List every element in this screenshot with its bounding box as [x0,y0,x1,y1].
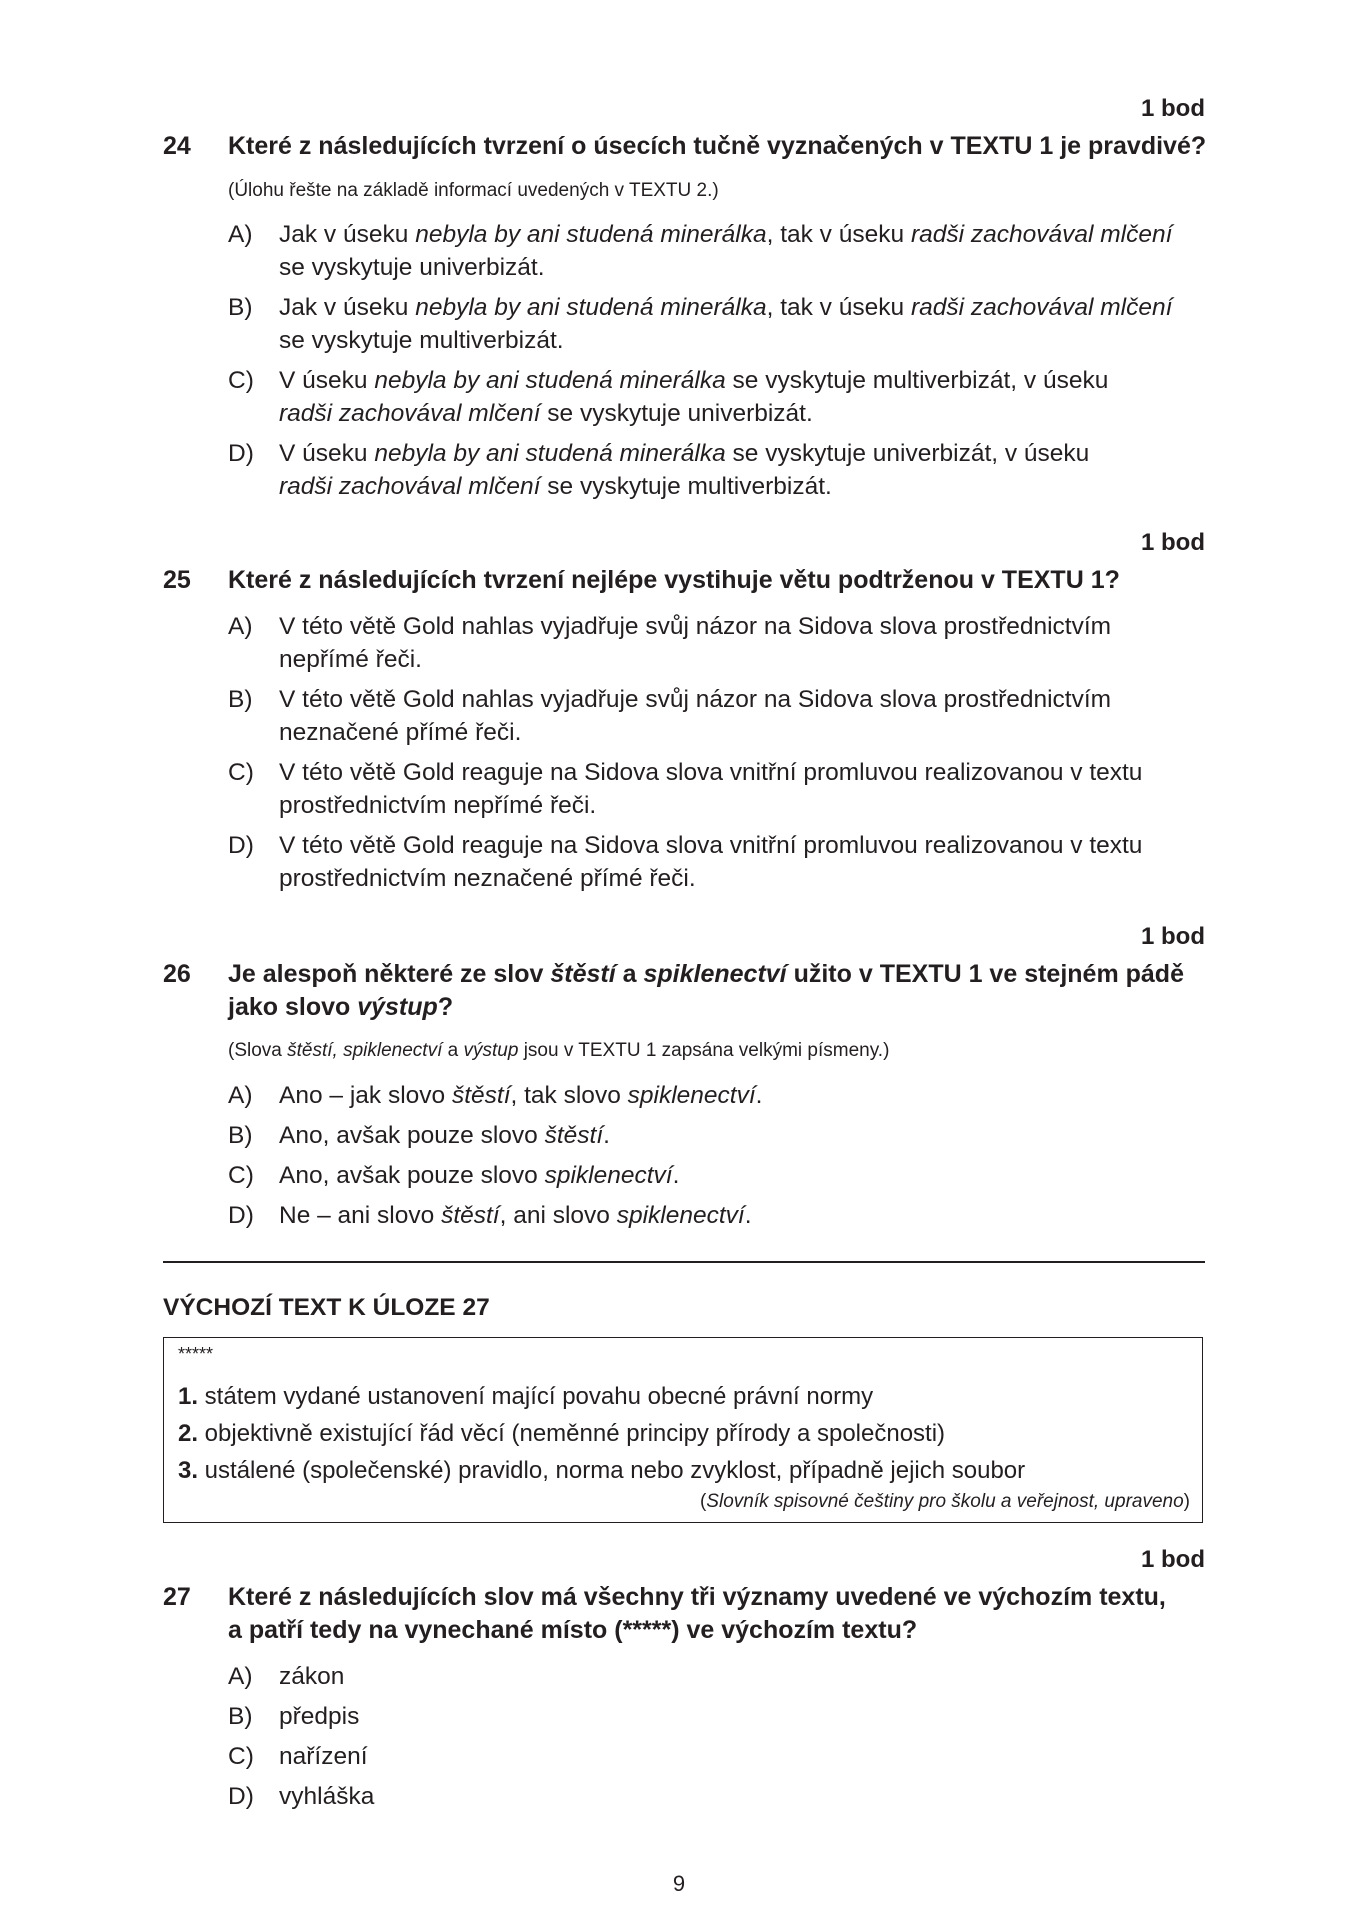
option-c[interactable]: C) V úseku nebyla by ani studená minerálka se vyskytuje multiverbizát, v úseku radši zachovával mlčení se vyskytuje univerbizát. [228,364,1208,430]
points-label: 1 bod [1141,923,1205,950]
option-letter: A) [228,1663,253,1690]
option-letter: A) [228,221,253,248]
question-note: (Slova štěstí, spiklenectví a výstup jsou v TEXTU 1 zapsána velkými písmeny.) [228,1040,890,1061]
option-a[interactable]: A) V této větě Gold nahlas vyjadřuje svůj názor na Sidova slova prostřednictvím nepřímé řeči. [228,610,1208,676]
option-letter: C) [228,759,254,786]
option-letter: D) [228,1202,254,1229]
option-letter: C) [228,1162,254,1189]
question-text: Je alespoň některé ze slov štěstí a spiklenectví užito v TEXTU 1 ve stejném pádě jako slovo výstup? [228,960,1184,1021]
option-letter: D) [228,832,254,859]
option-letter: D) [228,440,254,467]
question-number: 26 [163,960,191,988]
points-label: 1 bod [1141,95,1205,122]
section-title: VÝCHOZÍ TEXT K ÚLOZE 27 [163,1294,490,1321]
option-letter: A) [228,1082,253,1109]
question-number: 24 [163,132,191,160]
option-a[interactable]: A) Ano – jak slovo štěstí, tak slovo spiklenectví. [228,1079,1208,1112]
definition-line: 3. ustálené (společenské) pravidlo, norma nebo zvyklost, případně jejich soubor [178,1457,1026,1484]
source-citation: (Slovník spisovné češtiny pro školu a veřejnost, upraveno) [699,1491,1190,1512]
option-b[interactable]: B) Jak v úseku nebyla by ani studená minerálka, tak v úseku radši zachovával mlčení se vyskytuje multiverbizát. [228,291,1208,357]
option-letter: C) [228,1743,254,1770]
option-d[interactable]: D) Ne – ani slovo štěstí, ani slovo spiklenectví. [228,1199,1208,1232]
option-b[interactable]: B) V této větě Gold nahlas vyjadřuje svůj názor na Sidova slova prostřednictvím neznačené přímé řeči. [228,683,1208,749]
option-letter: C) [228,367,254,394]
option-a[interactable]: A) zákon [228,1660,1208,1693]
question-number: 27 [163,1583,191,1611]
option-d[interactable]: D) V této větě Gold reaguje na Sidova slova vnitřní promluvou realizovanou v textu prostřednictvím neznačené přímé řeči. [228,829,1208,895]
option-letter: A) [228,613,253,640]
option-letter: B) [228,1122,253,1149]
option-c[interactable]: C) nařízení [228,1740,1208,1773]
question-text: Které z následujících tvrzení o úsecích tučně vyznačených v TEXTU 1 je pravdivé? [228,132,1207,160]
question-text: Které z následujících slov má všechny tři významy uvedené ve výchozím textu, a patří tedy na vynechané místo (*****) ve výchozím textu? [228,1583,1166,1644]
page-number: 9 [672,1871,686,1896]
option-letter: D) [228,1783,254,1810]
option-d[interactable]: D) V úseku nebyla by ani studená minerálka se vyskytuje univerbizát, v úseku radši zachovával mlčení se vyskytuje multiverbizát. [228,437,1208,503]
option-letter: B) [228,1703,253,1730]
blank-placeholder: ***** [178,1344,214,1364]
question-note: (Úlohu řešte na základě informací uvedených v TEXTU 2.) [228,180,719,201]
points-label: 1 bod [1141,1546,1205,1573]
option-b[interactable]: B) předpis [228,1700,1208,1733]
question-number: 25 [163,566,191,594]
option-letter: B) [228,294,253,321]
question-text: Které z následujících tvrzení nejlépe vystihuje větu podtrženou v TEXTU 1? [228,566,1120,594]
option-c[interactable]: C) Ano, avšak pouze slovo spiklenectví. [228,1159,1208,1192]
section-divider [163,1261,1205,1263]
option-b[interactable]: B) Ano, avšak pouze slovo štěstí. [228,1119,1208,1152]
option-c[interactable]: C) V této větě Gold reaguje na Sidova slova vnitřní promluvou realizovanou v textu prostřednictvím nepřímé řeči. [228,756,1208,822]
option-a[interactable]: A) Jak v úseku nebyla by ani studená minerálka, tak v úseku radši zachovával mlčení se vyskytuje univerbizát. [228,218,1208,284]
option-d[interactable]: D) vyhláška [228,1780,1208,1813]
definition-line: 2. objektivně existující řád věcí (neměnné principy přírody a společnosti) [178,1420,946,1447]
points-label: 1 bod [1141,529,1205,556]
option-letter: B) [228,686,253,713]
definition-line: 1. státem vydané ustanovení mající povahu obecné právní normy [178,1383,874,1410]
